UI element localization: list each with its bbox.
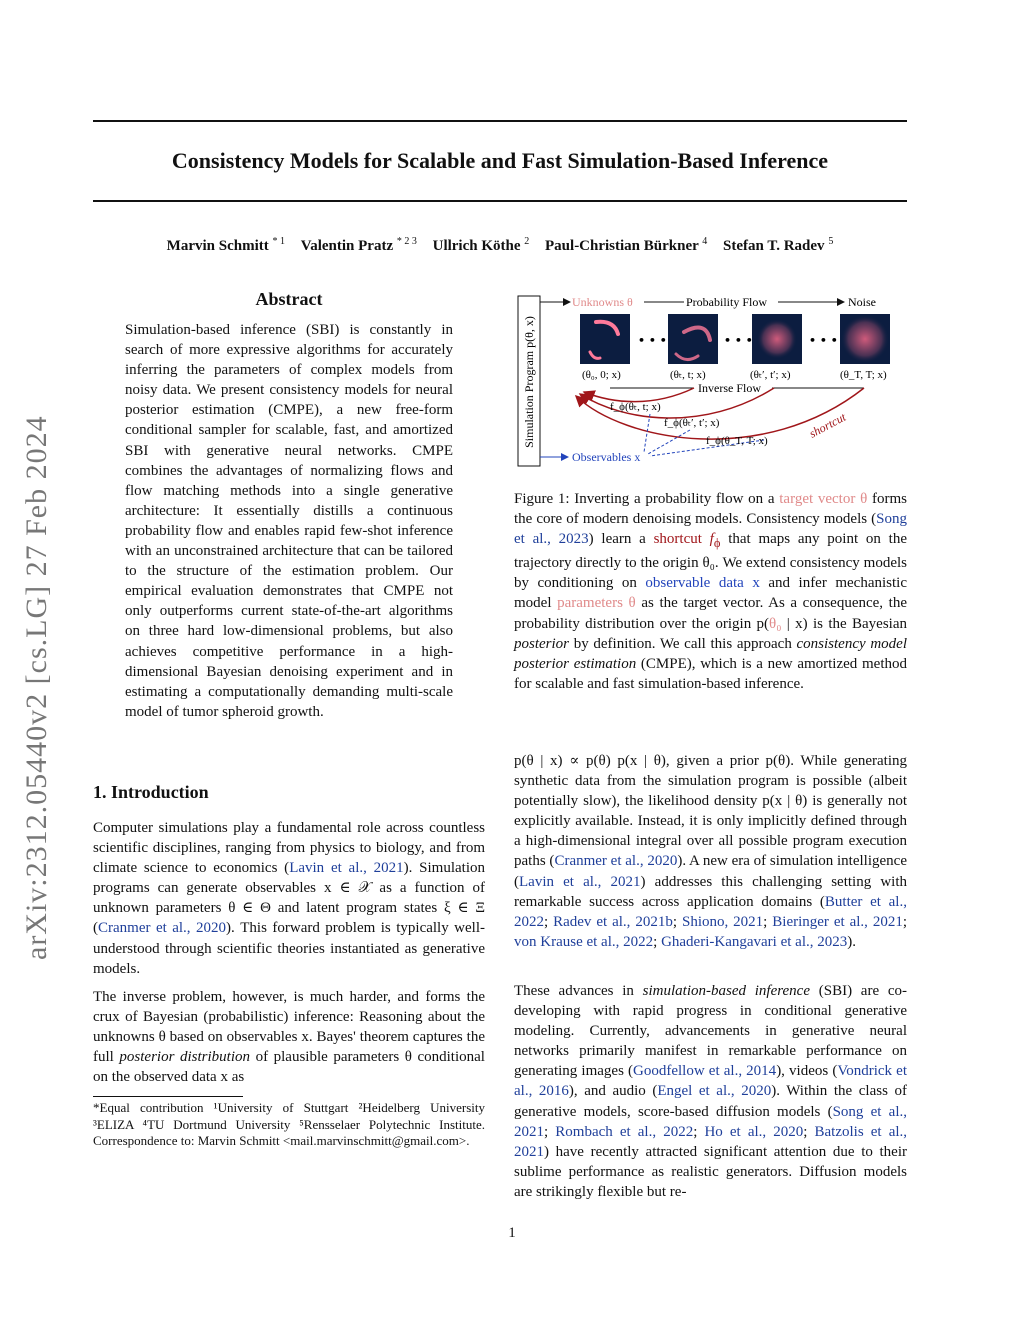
author: Ullrich Köthe $^2$ [432, 236, 530, 254]
intro-paragraph-1: Computer simulations play a fundamental role across countless scientific disciplines, ranging from physics to biology, and from climate science to economics (Lavin et al., 2021). Simulation programs can generate observables x ∈ 𝒳 as a function of unknown parameters θ ∈ Θ and latent program states ξ ∈ Ξ (Cranmer et al., 2020). This forward problem is typically well-understood through scientific theories instantiated as generative models. [93, 820, 485, 977]
author-list [93, 236, 907, 255]
citation-link[interactable]: Butter et al., 2022 [514, 893, 907, 930]
title-rule-top [93, 120, 907, 122]
citation-link[interactable]: Shiono, 2021 [681, 913, 764, 930]
observables-label: Observables x [572, 450, 641, 464]
citation-link[interactable]: Bieringer et al., 2021 [772, 913, 903, 930]
citation-link[interactable]: Rombach et al., 2022 [555, 1123, 694, 1140]
ellipsis: • • • [638, 334, 667, 347]
footnote: *Equal contribution ¹University of Stuttgart ²Heidelberg University ³ELIZA ⁴TU Dortmund University ⁵Rensselaer Polytechnic Institute. Correspondence to: Marvin Schmitt <mail.marvinschmitt@gmail.com>. [93, 1100, 485, 1148]
consistency-function-label: f_ϕ(θₜ, t; x) [610, 401, 661, 413]
right-paragraph-1: p(θ | x) ∝ p(θ) p(x | θ), given a prior p(θ). While generating synthetic data from the simulation program is possible (albeit potentially slow), the likelihood density p(x | θ) is generally not explicitly available. Instead, it is only implicitly defined through a high-dimensional integral over all possible program execution paths (Cranmer et al., 2020). A new era of simulation intelligence (Lavin et al., 2021) addresses this challenging setting with remarkable success across application domains (Butter et al., 2022; Radev et al., 2021b; Shiono, 2021; Bieringer et al., 2021; von Krause et al., 2022; Ghaderi-Kangavari et al., 2023). [514, 753, 908, 950]
ellipsis: • • • [809, 334, 838, 347]
abstract-text: Simulation-based inference (SBI) is constantly in search of more expressive algorithms for accurately inferring the parameters of complex models from noisy data. We present consistency models for neural posterior estimation (CMPE), a new free-form conditional sampler for scalable, fast, and amortized SBI with generative neural networks. CMPE combines the advantages of normalizing flows and flow matching methods into a single generative architecture: It essentially distills a continuous probability flow and enables rapid few-shot inference with an unconstrained architecture that can be tailored to the structure of the estimation problem. Our empirical evaluation demonstrates that CMPE not only outperforms current state-of-the-art algorithms on three hard low-dimensional problems, but also achieves competitive performance in a high-dimensional Bayesian denoising experiment and in estimating a computationally demanding multi-scale model of tumor spheroid growth. [125, 322, 453, 720]
citation-link[interactable]: Radev et al., 2021b [553, 913, 673, 930]
footnote-rule [93, 1096, 243, 1097]
citation-link[interactable]: Vondrick et al., 2016 [514, 1063, 907, 1100]
author: Paul-Christian Bürkner $^4$ [545, 236, 708, 254]
citation-link[interactable]: Cranmer et al., 2020 [98, 920, 227, 937]
noise-label: Noise [848, 295, 876, 309]
citation-link[interactable]: von Krause et al., 2022 [514, 933, 654, 950]
citation-link[interactable]: Lavin et al., 2021 [519, 873, 641, 890]
right-paragraph-2: These advances in simulation-based inference (SBI) are co-developing with rapid progress in conditional generative modeling. Currently, advancements in generative neural networks primarily manifest in remarkable performance on generating images (Goodfellow et al., 2014), videos (Vondrick et al., 2016), and audio (Engel et al., 2020). Within the class of generative models, score-based diffusion models (Song et al., 2021; Rombach et al., 2022; Ho et al., 2020; Batzolis et al., 2021) have recently attracted significant attention due to their sublime performance as realistic generators. Diffusion models are strikingly flexible but re- [514, 983, 908, 1200]
inverse-flow-label: Inverse Flow [698, 381, 761, 395]
citation-link[interactable]: Ho et al., 2020 [704, 1123, 804, 1140]
citation-link[interactable]: Goodfellow et al., 2014 [633, 1063, 777, 1080]
simulation-program-label: Simulation Program p(θ, x) [522, 316, 536, 448]
state-label: (θ₀, 0; x) [582, 369, 621, 381]
state-label: (θₜ′, t′; x) [750, 369, 791, 381]
paper-title: Consistency Models for Scalable and Fast Simulation-Based Inference [171, 148, 829, 173]
citation-link[interactable]: Batzolis et al., 2021 [514, 1123, 908, 1160]
abstract-heading: Abstract [255, 289, 323, 309]
arxiv-stamp: arXiv:2312.05440v2 [cs.LG] 27 Feb 2024 [20, 415, 53, 960]
consistency-function-label: f_ϕ(θ_T, T; x) [706, 435, 768, 447]
citation-link[interactable]: Song et al., 2023 [514, 511, 907, 548]
state-label: (θₜ, t; x) [670, 369, 706, 381]
page-number: 1 [508, 1225, 516, 1241]
intro-paragraph-2: The inverse problem, however, is much harder, and forms the crux of Bayesian (probabilistic) inference: Reasoning about the unknowns θ based on observables x. Bayes' theorem captures the full posterior distribution of plausible parameters θ conditional on the observed data x as [93, 989, 485, 1086]
title-rule-bottom [93, 200, 907, 202]
probability-flow-label: Probability Flow [686, 295, 768, 309]
citation-link[interactable]: Cranmer et al., 2020 [554, 853, 678, 870]
author: Marvin Schmitt $^{* 1}$ [166, 236, 285, 254]
consistency-function-label: f_ϕ(θₜ′, t′; x) [664, 417, 720, 429]
ellipsis: • • • [724, 334, 753, 347]
state-label: (θ_T, T; x) [840, 369, 887, 381]
citation-link[interactable]: Ghaderi-Kangavari et al., 2023 [661, 933, 848, 950]
author: Valentin Pratz $^{* 2 3}$ [300, 236, 417, 254]
figure-1-diagram [514, 292, 908, 472]
figure-1-caption: Figure 1: Inverting a probability flow on a target vector θ forms the core of modern denoising models. Consistency models (Song et al., 2023) learn a shortcut $f_\phi$ that maps any point on the trajectory directly to the origin θ₀. We extend consistency models by conditioning on observable data x and infer mechanistic model parameters θ as the target vector. As a consequence, the probability distribution over the origin p(θ₀ | x) is the Bayesian posterior by definition. We call this approach consistency model posterior estimation (CMPE), which is a new amortized method for scalable and fast simulation-based inference. [514, 491, 908, 692]
citation-link[interactable]: Song et al., 2021 [514, 1103, 907, 1140]
author: Stefan T. Radev $^5$ [723, 236, 834, 254]
citation-link[interactable]: Lavin et al., 2021 [289, 860, 404, 877]
section-heading-introduction: 1. Introduction [93, 782, 209, 802]
unknowns-label: Unknowns θ [572, 295, 633, 309]
shortcut-label: shortcut [806, 409, 849, 441]
citation-link[interactable]: Engel et al., 2020 [657, 1083, 772, 1100]
